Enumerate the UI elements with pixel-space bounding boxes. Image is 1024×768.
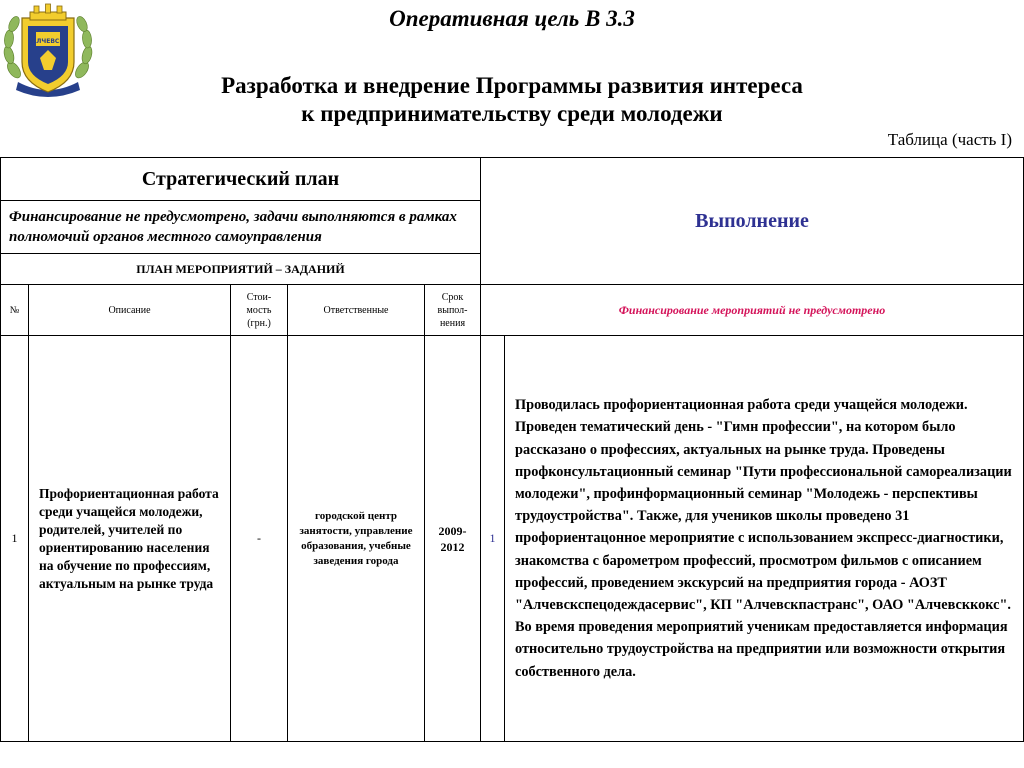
row-term-start: 2009- (438, 523, 467, 538)
program-title-line1: Разработка и внедрение Программы развития интереса (221, 73, 803, 98)
row-responsible: городской центр занятости, управление образования, учебные заведения города (288, 336, 425, 742)
strategic-plan-table (0, 157, 1024, 742)
row-description: Профориентационная работа среди учащейся молодежи, родителей, учителей по ориентированию населения на обучение по профессиям, актуальным на рынке труда (29, 336, 231, 742)
no-funding-note: Финансирование мероприятий не предусмотрено (481, 285, 1024, 336)
execution-text: Проводилась профориентационная работа среди учащейся молодежи. Проведен тематический день - "Гимн профессии", на котором было рассказано о профессиях, актуальных на рынке труда. Проведены профконсультационный семинар "Пути профессиональной самореализации молодежи", профинформационный семинар "Молодежь - перспективы трудоустройства". Также, для учеников школы проведено 31 профориентацонное мероприятие с использованием экспресс-диагностики, знакомства с барометром профессий, просмотром фильмов с описанием профессий, проведением экскурсий на предприятия города - АОЗТ "Алчевскспецодеждасервис", КП "Алчевскпастранс", ОАО "Алчевсккокс". Во время проведения мероприятий ученикам предоставляется информация относительно трудоустройства на предприятии или возможности открытия собственного дела. (505, 336, 1024, 742)
logo-inscription: АЛЧЕВСК (31, 38, 65, 45)
term-label-line2: выпол- (437, 304, 468, 316)
table-caption: Таблица (часть I) (887, 130, 1012, 149)
column-header-term (425, 285, 481, 336)
goal-title: Оперативная цель В 3.3 (389, 6, 635, 31)
column-header-cost (231, 285, 288, 336)
strategic-plan-heading: Стратегический план (1, 158, 481, 201)
row-cost: - (231, 336, 288, 742)
program-title-line2: к предпринимательству среди молодежи (301, 101, 723, 126)
term-label-line3: нения (439, 317, 466, 329)
cost-label-line3: (грн.) (247, 317, 271, 329)
row-term (425, 336, 481, 742)
row-number: 1 (1, 336, 29, 742)
program-title (0, 72, 1024, 128)
column-header-num: № (1, 285, 29, 336)
financing-note: Финансирование не предусмотрено, задачи выполняются в рамках полномочий органов местного самоуправления (1, 201, 481, 254)
table-row (1, 336, 1024, 742)
column-header-description: Описание (29, 285, 231, 336)
execution-heading: Выполнение (481, 158, 1024, 285)
column-header-responsible: Ответственные (288, 285, 425, 336)
term-label-line1: Срок (441, 291, 464, 303)
cost-label-line1: Стои- (246, 291, 272, 303)
cost-label-line2: мость (246, 304, 272, 316)
events-plan-heading: ПЛАН МЕРОПРИЯТИЙ – ЗАДАНИЙ (1, 254, 481, 285)
row-term-end: 2012 (440, 539, 465, 554)
execution-number: 1 (481, 336, 505, 742)
